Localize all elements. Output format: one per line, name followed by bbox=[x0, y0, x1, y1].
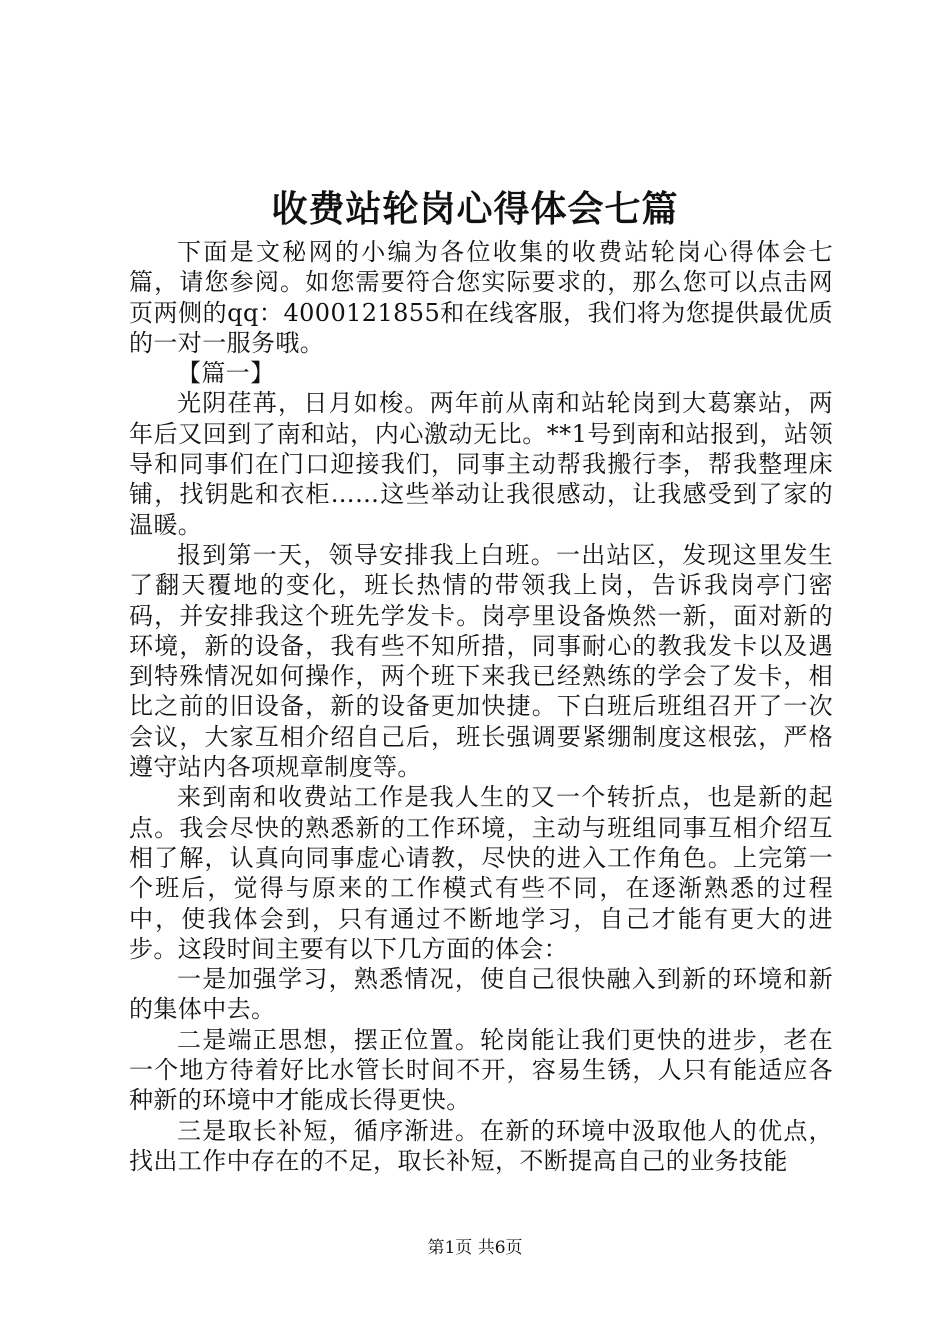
section-heading: 【篇一】 bbox=[177, 359, 275, 388]
paragraph-intro: 下面是文秘网的小编为各位收集的收费站轮岗心得体会七篇，请您参阅。如您需要符合您实际要求的，那么您可以点击网页两侧的qq：4000121855和在线客服，我们将为您提供最优质的一对一服务哦。 bbox=[129, 238, 833, 357]
paragraph: 来到南和收费站工作是我人生的又一个转折点，也是新的起点。我会尽快的熟悉新的工作环境，主动与班组同事互相介绍互相了解，认真向同事虚心请教，尽快的进入工作角色。上完第一个班后，觉得与原来的工作模式有些不同，在逐渐熟悉的过程中，使我体会到，只有通过不断地学习，自己才能有更大的进步。这段时间主要有以下几方面的体会： bbox=[129, 783, 833, 963]
document-body bbox=[129, 237, 833, 1176]
paragraph: 光阴荏苒，日月如梭。两年前从南和站轮岗到大葛寨站，两年后又回到了南和站，内心激动无比。**1号到南和站报到，站领导和同事们在门口迎接我们，同事主动帮我搬行李，帮我整理床铺，找钥匙和衣柜……这些举动让我很感动，让我感受到了家的温暖。 bbox=[129, 389, 833, 539]
paragraph: 报到第一天，领导安排我上白班。一出站区，发现这里发生了翻天覆地的变化，班长热情的带领我上岗，告诉我岗亭门密码，并安排我这个班先学发卡。岗亭里设备焕然一新，面对新的环境，新的设备，我有些不知所措，同事耐心的教我发卡以及遇到特殊情况如何操作，两个班下来我已经熟练的学会了发卡，相比之前的旧设备，新的设备更加快捷。下白班后班组召开了一次会议，大家互相介绍自己后，班长强调要紧绷制度这根弦，严格遵守站内各项规章制度等。 bbox=[129, 540, 833, 782]
paragraph: 一是加强学习，熟悉情况，使自己很快融入到新的环境和新的集体中去。 bbox=[129, 965, 833, 1024]
paragraph: 三是取长补短，循序渐进。在新的环境中汲取他人的优点，找出工作中存在的不足，取长补短，不断提高自己的业务技能 bbox=[129, 1116, 833, 1175]
document-title: 收费站轮岗心得体会七篇 bbox=[271, 188, 679, 230]
paragraph: 二是端正思想，摆正位置。轮岗能让我们更快的进步，老在一个地方待着好比水管长时间不开，容易生锈，人只有能适应各种新的环境中才能成长得更快。 bbox=[129, 1025, 833, 1115]
page-footer: 第1页 共6页 bbox=[427, 1238, 523, 1258]
